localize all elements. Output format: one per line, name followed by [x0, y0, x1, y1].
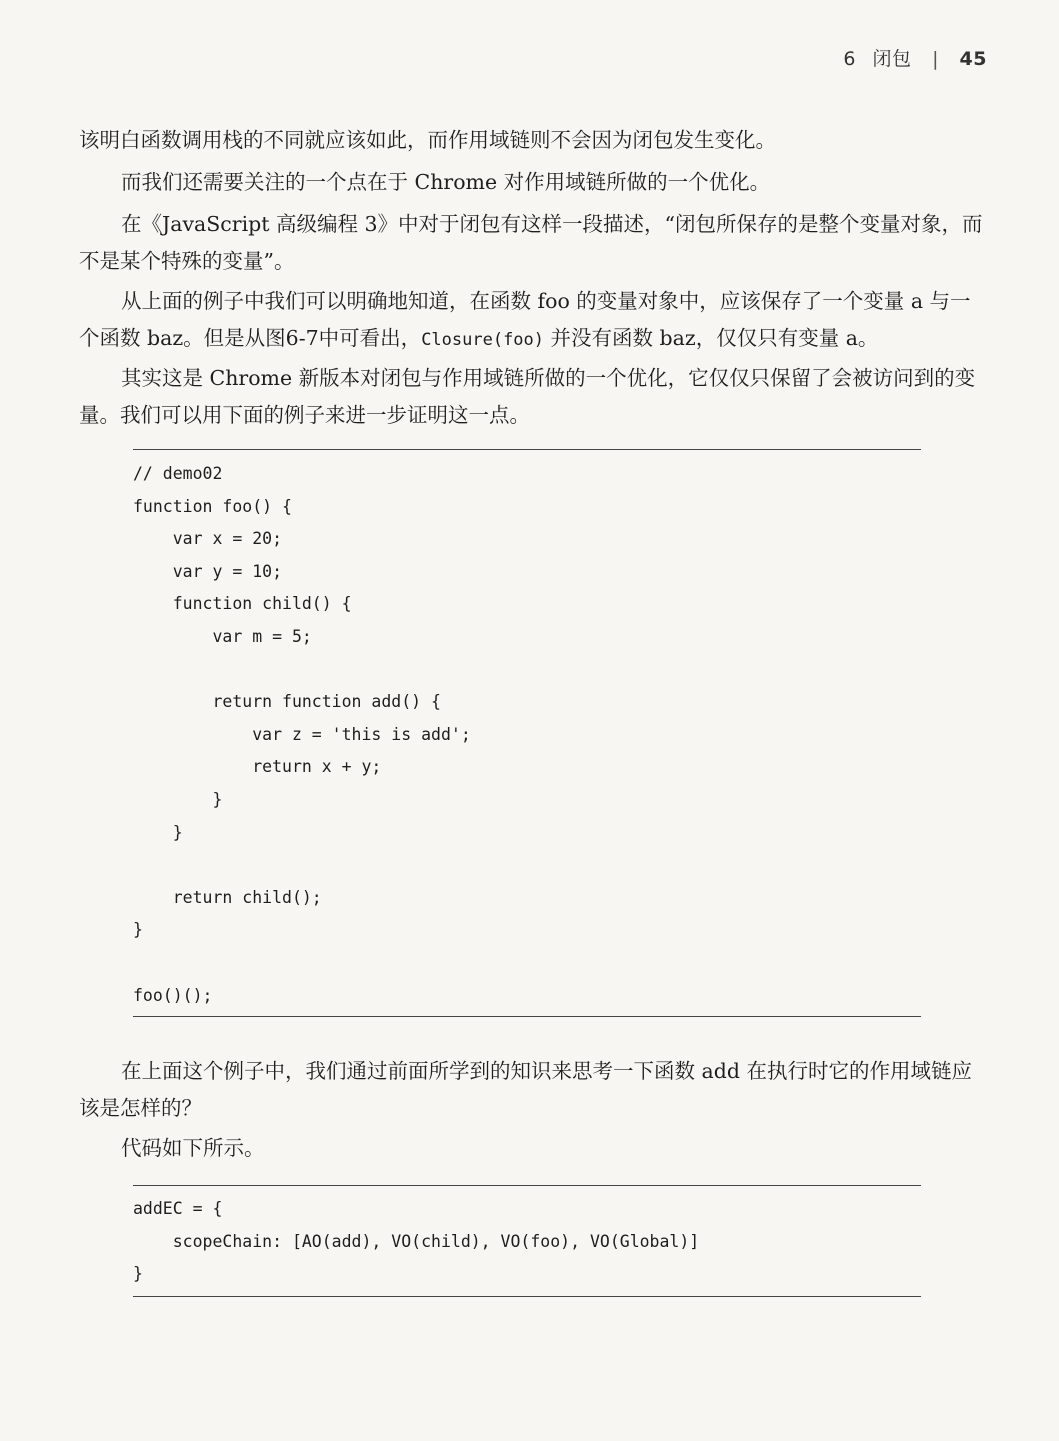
code-line: return function add() { [133, 692, 441, 712]
inline-code-closure-foo: Closure(foo) [421, 330, 545, 350]
code-line: } [133, 920, 143, 940]
code-line: var z = 'this is add'; [133, 724, 471, 744]
code-line: function foo() { [133, 496, 292, 516]
code-line [133, 654, 471, 687]
code-line: return child(); [133, 887, 322, 907]
code-line: foo()(); [133, 985, 213, 1005]
code-line: } [133, 789, 223, 809]
header-separator: | [932, 48, 939, 70]
code-line: } [133, 822, 183, 842]
code-line: return x + y; [133, 757, 382, 777]
code-line: var m = 5; [133, 626, 312, 646]
code-block-2 [133, 1193, 699, 1291]
code-block-2-top-rule [133, 1185, 921, 1186]
code-block-1-bottom-rule [133, 1016, 921, 1017]
paragraph-4-text-before: 从上面的例子中我们可以明确地知道，在函数 foo 的变量对象中，应该保存了一个变量 a 与一个函数 baz。但是从图6-7中可看出， [79, 289, 971, 350]
code-line: scopeChain: [AO(add), VO(child), VO(foo), VO(Global)] [133, 1231, 700, 1251]
code-line [133, 947, 471, 980]
code-line: } [133, 1264, 143, 1284]
code-line: var x = 20; [133, 529, 283, 549]
page-header [843, 44, 987, 71]
paragraph-1: 该明白函数调用栈的不同就应该如此，而作用域链则不会因为闭包发生变化。 [79, 128, 776, 152]
paragraph-5: 其实这是 Chrome 新版本对闭包与作用域链所做的一个优化，它仅仅只保留了会被访问到的变量。我们可以用下面的例子来进一步证明这一点。 [79, 366, 976, 427]
paragraph-4-text-after: 并没有函数 baz，仅仅只有变量 a。 [544, 326, 879, 350]
code-line [133, 849, 471, 882]
code-line: var y = 10; [133, 561, 283, 581]
code-line: addEC = { [133, 1199, 223, 1218]
paragraph-4 [79, 283, 989, 359]
chapter-title: 闭包 [872, 48, 912, 70]
paragraph-7: 代码如下所示。 [121, 1136, 265, 1160]
code-block-1 [133, 458, 471, 1012]
code-block-2-bottom-rule [133, 1296, 921, 1297]
paragraph-6: 在上面这个例子中，我们通过前面所学到的知识来思考一下函数 add 在执行时它的作用域链应该是怎样的？ [79, 1059, 972, 1120]
code-line: // demo02 [133, 464, 223, 483]
page-number: 45 [959, 48, 987, 70]
chapter-number: 6 [843, 48, 856, 70]
paragraph-2: 而我们还需要关注的一个点在于 Chrome 对作用域链所做的一个优化。 [121, 170, 771, 194]
paragraph-3: 在《JavaScript 高级编程 3》中对于闭包有这样一段描述，“闭包所保存的是整个变量对象，而不是某个特殊的变量”。 [79, 212, 983, 273]
code-block-1-top-rule [133, 449, 921, 450]
code-line: function child() { [133, 594, 352, 614]
